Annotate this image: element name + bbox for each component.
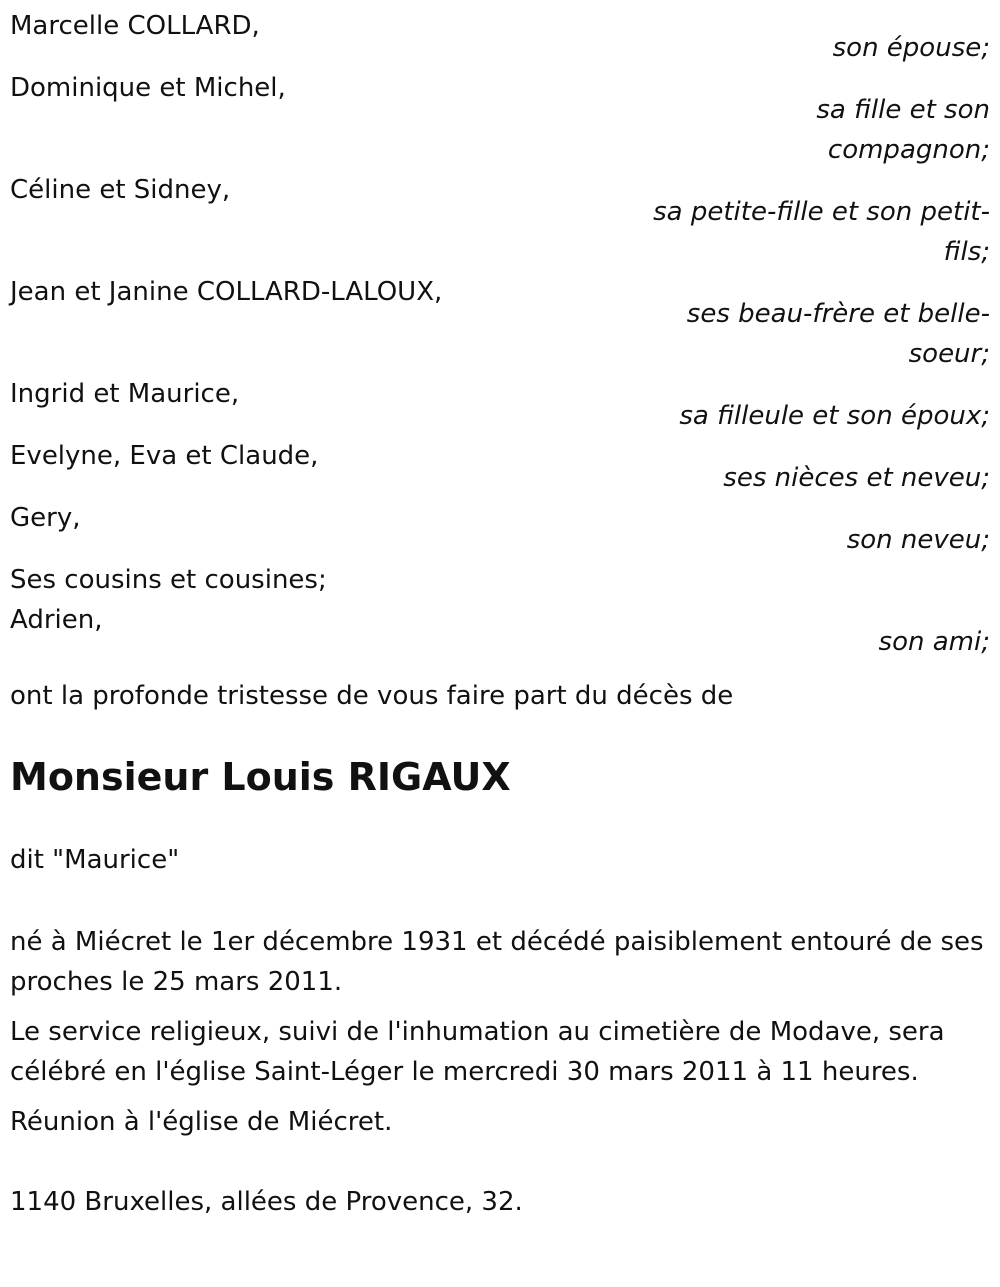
family-member-name: Céline et Sidney,	[10, 175, 231, 205]
family-member-name: Ingrid et Maurice,	[10, 379, 240, 409]
family-relation: ses nièces et neveu;	[723, 463, 990, 493]
deceased-name: Monsieur Louis RIGAUX	[10, 755, 511, 799]
family-relation: son ami;	[878, 627, 990, 657]
birth-death-paragraph: né à Miécret le 1er décembre 1931 et décédé paisiblement entouré de ses proches le 25 mars 2011.	[10, 927, 984, 997]
announcement-intro: ont la profonde tristesse de vous faire part du décès de	[10, 681, 734, 711]
family-member-name: Evelyne, Eva et Claude,	[10, 441, 319, 471]
family-member-name: Dominique et Michel,	[10, 73, 286, 103]
family-entry-nephew	[10, 498, 990, 560]
family-entry-granddaughter	[10, 170, 990, 272]
deceased-nickname: dit "Maurice"	[10, 845, 180, 875]
meeting-paragraph: Réunion à l'église de Miécret.	[10, 1107, 393, 1137]
family-relation: sa filleule et son époux;	[679, 401, 990, 431]
family-relation: son épouse;	[832, 33, 990, 63]
family-relation: ses beau-frère et belle-soeur;	[686, 299, 990, 369]
family-relation: sa fille et son compagnon;	[816, 95, 990, 165]
family-entry-friend	[10, 600, 990, 662]
family-entry-goddaughter	[10, 374, 990, 436]
family-member-name: Adrien,	[10, 605, 103, 635]
family-entry-in-laws	[10, 272, 990, 374]
family-member-name: Gery,	[10, 503, 81, 533]
funeral-service-paragraph: Le service religieux, suivi de l'inhumation au cimetière de Modave, sera célébré en l'église Saint-Léger le mercredi 30 mars 2011 à 11 heures.	[10, 1017, 945, 1087]
family-entry-spouse	[10, 6, 990, 68]
family-entry-nieces	[10, 436, 990, 498]
family-entry-daughter	[10, 68, 990, 170]
family-member-name: Jean et Janine COLLARD-LALOUX,	[10, 277, 443, 307]
family-relation: son neveu;	[846, 525, 990, 555]
family-member-name: Marcelle COLLARD,	[10, 11, 260, 41]
family-relation: sa petite-fille et son petit-fils;	[653, 197, 990, 267]
cousins-line: Ses cousins et cousines;	[10, 565, 327, 595]
address-line: 1140 Bruxelles, allées de Provence, 32.	[10, 1187, 523, 1217]
